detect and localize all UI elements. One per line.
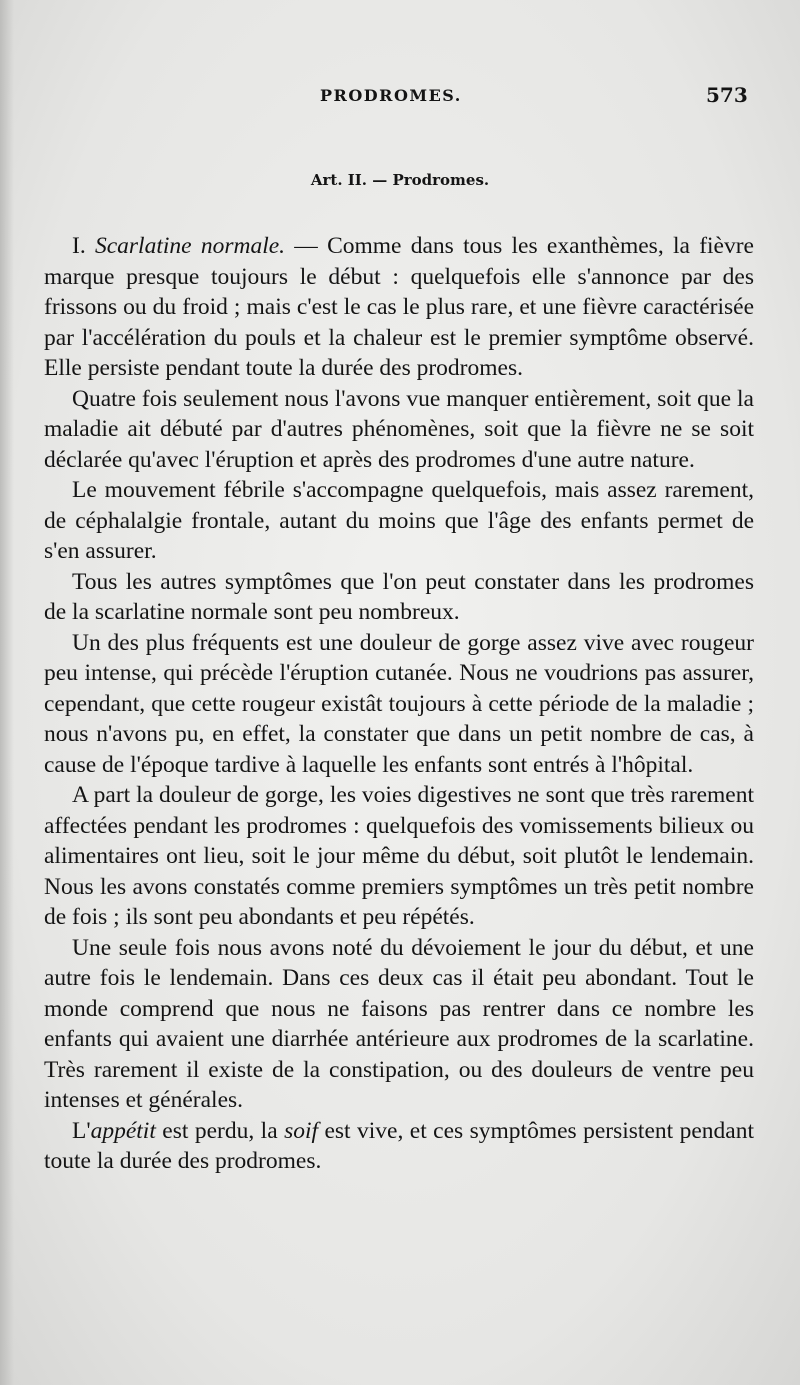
paragraph-4: Tous les autres symptômes que l'on peut constater dans les prodromes de la scarlatine normale sont peu nombreux. [44,568,754,625]
subsection-title: Scarlatine normale. [94,233,286,259]
paragraph-text: — Comme dans tous les exanthèmes, la fièvre marque presque toujours le début : quelquefois elle s'annonce par des frissons ou du froid ; mais c'est le cas le plus rare, et une fièvre caractérisée par l'accélération du pouls et la chaleur est le premier symptôme observé. Elle persiste pendant toute la durée des prodromes. [44,233,754,381]
paragraph-text: L' [72,1117,91,1144]
body-text [44,231,754,1177]
paragraph-7: Une seule fois nous avons noté du dévoiement le jour du début, et une autre fois le lendemain. Dans ces deux cas il était peu abondant. Tout le monde comprend que nous ne faisons pas rentrer dans ce nombre les enfants qui avaient une diarrhée antérieure aux prodromes de la scarlatine. Très rarement il existe de la constipation, ou des douleurs de ventre peu intenses et générales. [44,934,754,1113]
page-number: 573 [706,83,748,107]
italic-term-soif: soif [284,1117,319,1144]
section-heading: Art. II. — Prodromes. [310,171,490,189]
paragraph-text: est vive, et ces symptômes persistent pendant toute la durée des prodromes. [44,1117,754,1174]
running-title: PRODROMES. [320,86,462,105]
paragraph-5: Un des plus fréquents est une douleur de gorge assez vive avec rougeur peu intense, qui précède l'éruption cutanée. Nous ne voudrions pas assurer, cependant, que cette rougeur existât toujours à cette période de la maladie ; nous n'avons pu, en effet, la constater que dans un petit nombre de cas, à cause de l'époque tardive à laquelle les enfants sont entrés à l'hôpital. [44,629,754,778]
paragraph-8 [44,1116,754,1177]
page-edge-shadow [0,0,14,1385]
paragraph-6: A part la douleur de gorge, les voies digestives ne sont que très rarement affectées pendant les prodromes : quelquefois des vomissements bilieux ou alimentaires ont lieu, soit le jour même du début, soit plutôt le lendemain. Nous les avons constatés comme premiers symptômes un très petit nombre de fois ; ils sont peu abondants et peu répétés. [44,782,754,930]
paragraph-text: est perdu, la [155,1117,285,1144]
paragraph-3: Le mouvement fébrile s'accompagne quelquefois, mais assez rarement, de céphalalgie frontale, autant du moins que l'âge des enfants permet de s'en assurer. [44,477,754,564]
subsection-number: I. [72,233,95,259]
paragraph-1 [44,231,754,384]
running-head [0,83,800,116]
paragraph-2: Quatre fois seulement nous l'avons vue manquer entièrement, soit que la maladie ait débuté par d'autres phénomènes, soit que la fièvre ne se soit déclarée qu'avec l'éruption et après des prodromes d'une autre nature. [44,385,754,473]
italic-term-appetit: appétit [90,1117,156,1144]
